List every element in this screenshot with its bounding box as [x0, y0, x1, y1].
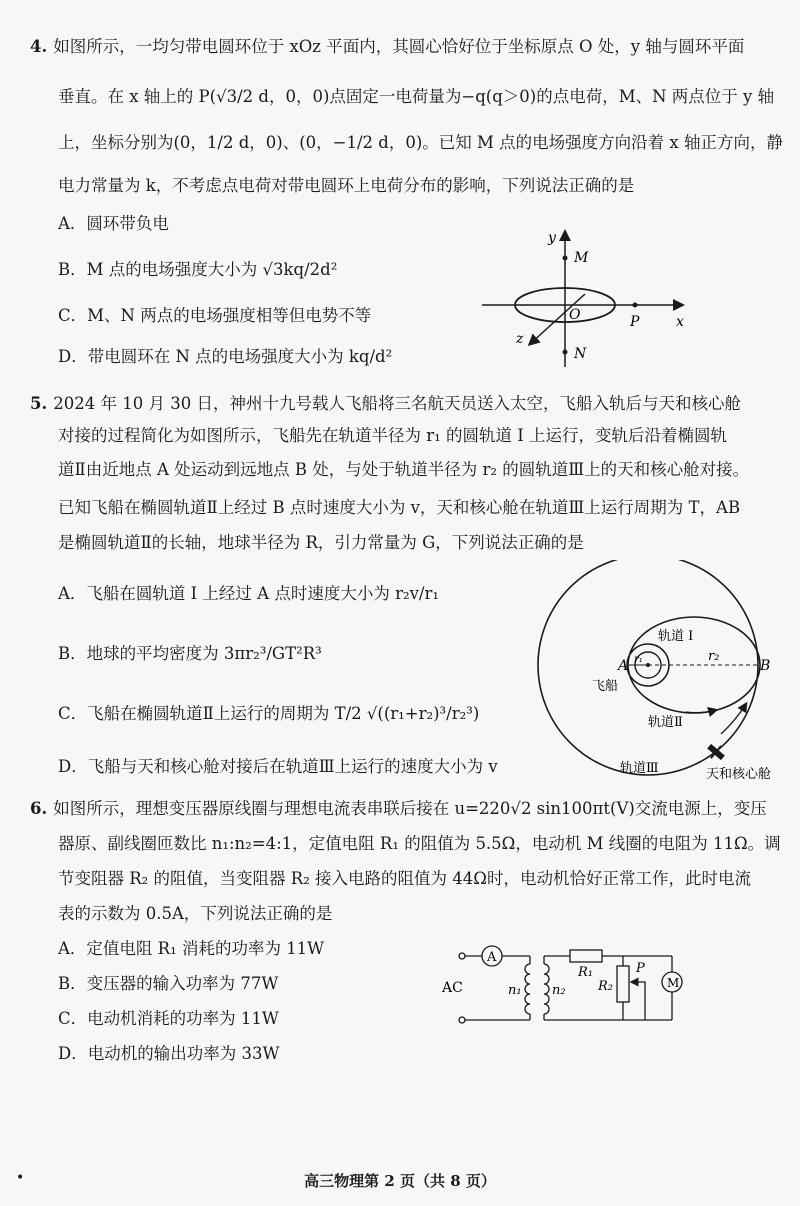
q4-number: 4. [30, 37, 48, 56]
q5-option-d[interactable]: D．飞船与天和核心舱对接后在轨道Ⅲ上运行的速度大小为 v [58, 757, 498, 776]
label-ship: 飞船 [592, 679, 619, 694]
label-station: 天和核心舱 [706, 767, 772, 782]
label-r1: r₁ [634, 654, 643, 665]
q6-figure [440, 940, 700, 1030]
label-o: O [569, 307, 581, 323]
q5-option-a[interactable]: A．飞船在圆轨道 Ⅰ 上经过 A 点时速度大小为 r₂v/r₁ [58, 584, 439, 603]
q5-line2: 对接的过程简化为如图所示，飞船先在轨道半径为 r₁ 的圆轨道 Ⅰ 上运行，变轨后沿着椭圆轨 [58, 426, 727, 445]
resistor-r1 [570, 950, 602, 962]
label-n2: n₂ [552, 983, 566, 998]
label-p: P [630, 314, 640, 330]
point-p [633, 303, 638, 308]
q6-option-d[interactable]: D．电动机的输出功率为 33W [58, 1044, 280, 1063]
label-b: B [760, 658, 771, 674]
label-r1: R₁ [578, 965, 593, 980]
label-ac: AC [442, 980, 463, 996]
q6-line4: 表的示数为 0.5A，下列说法正确的是 [58, 904, 333, 923]
q5-figure [536, 560, 796, 790]
q4-text-1: 如图所示，一均匀带电圆环位于 xOz 平面内，其圆心恰好位于坐标原点 O 处，y 轴与圆环平面 [53, 37, 745, 56]
q4-option-b[interactable]: B．M 点的电场强度大小为 √3kq/2d² [58, 260, 338, 279]
label-n1: n₁ [508, 983, 522, 998]
label-ammeter: A [487, 950, 497, 965]
label-m: M [574, 250, 589, 266]
label-y: y [548, 230, 556, 246]
q6-text-1: 如图所示，理想变压器原线圈与理想电流表串联后接在 u=220√2 sin100πt(V)交流电源上，变压 [53, 799, 767, 818]
label-z: z [516, 331, 524, 347]
orbit3-circle [538, 560, 758, 775]
q4-option-a[interactable]: A．圆环带负电 [58, 214, 169, 233]
q5-line1 [30, 393, 741, 415]
q6-option-a[interactable]: A．定值电阻 R₁ 消耗的功率为 11W [58, 939, 325, 958]
q6-option-c[interactable]: C．电动机消耗的功率为 11W [58, 1009, 279, 1028]
q5-line5: 是椭圆轨道Ⅱ的长轴，地球半径为 R，引力常量为 G，下列说法正确的是 [58, 533, 584, 552]
q5-option-c[interactable]: C．飞船在椭圆轨道Ⅱ上运行的周期为 T/2 √((r₁+r₂)³/r₂³) [58, 704, 480, 723]
q4-option-c[interactable]: C．M、N 两点的电场强度相等但电势不等 [58, 306, 372, 325]
label-a: A [618, 658, 629, 674]
q5-line3: 道Ⅱ由近地点 A 处运动到远地点 B 处，与处于轨道半径为 r₂ 的圆轨道Ⅲ上的天和核心舱对接。 [58, 460, 750, 479]
slider-p [632, 982, 645, 1010]
q6-line1 [30, 798, 767, 820]
q4-line2: 垂直。在 x 轴上的 P(√3/2 d，0，0)点固定一电荷量为−q(q＞0)的点电荷，M、N 两点位于 y 轴 [58, 87, 775, 106]
q5-text-1: 2024 年 10 月 30 日，神州十九号载人飞船将三名航天员送入太空，飞船入轨后与天和核心舱 [53, 394, 741, 413]
q6-line3: 节变阻器 R₂ 的阻值，当变阻器 R₂ 接入电路的阻值为 44Ω时，电动机恰好正常工作，此时电流 [58, 869, 751, 888]
primary-coil [525, 964, 530, 1014]
q4-line4: 电力常量为 k，不考虑点电荷对带电圆环上电荷分布的影响，下列说法正确的是 [58, 176, 635, 195]
q6-line2: 器原、副线圈匝数比 n₁:n₂=4:1，定值电阻 R₁ 的阻值为 5.5Ω，电动机 M 线圈的电阻为 11Ω。调 [58, 834, 781, 853]
orbit2-direction-arrow [686, 710, 716, 713]
secondary-coil [544, 964, 549, 1014]
label-orbit2: 轨道Ⅱ [648, 715, 683, 730]
q4-line1 [30, 36, 744, 58]
label-n: N [574, 346, 587, 362]
label-r2: r₂ [708, 649, 720, 664]
corner-mark: • [16, 1170, 25, 1186]
q5-option-b[interactable]: B．地球的平均密度为 3πr₂³/GT²R³ [58, 644, 322, 663]
point-n [563, 350, 568, 355]
page-footer: 高三物理第 2 页（共 8 页） [304, 1172, 496, 1190]
rheostat-r2 [617, 966, 629, 1002]
q4-option-d[interactable]: D．带电圆环在 N 点的电场强度大小为 kq/d² [58, 347, 393, 366]
q4-figure [470, 222, 700, 382]
point-m [563, 256, 568, 261]
q5-line4: 已知飞船在椭圆轨道Ⅱ上经过 B 点时速度大小为 v，天和核心舱在轨道Ⅲ上运行周期为 T，AB [58, 498, 741, 517]
terminal-bottom [459, 1017, 465, 1023]
orbit3-direction-arrow [721, 704, 746, 734]
q6-option-b[interactable]: B．变压器的输入功率为 77W [58, 974, 279, 993]
label-orbit1: 轨道 Ⅰ [658, 629, 694, 644]
q4-line3: 上，坐标分别为(0，1/2 d，0)、(0，−1/2 d，0)。已知 M 点的电场强度方向沿着 x 轴正方向，静 [58, 133, 783, 152]
center-dot [646, 663, 650, 667]
label-r2: R₂ [598, 979, 613, 994]
label-orbit3: 轨道Ⅲ [620, 761, 659, 776]
q6-number: 6. [30, 799, 48, 818]
label-p: P [636, 961, 645, 976]
label-x: x [676, 314, 684, 330]
q5-number: 5. [30, 394, 48, 413]
terminal-top [459, 953, 465, 959]
label-motor: M [667, 976, 680, 990]
